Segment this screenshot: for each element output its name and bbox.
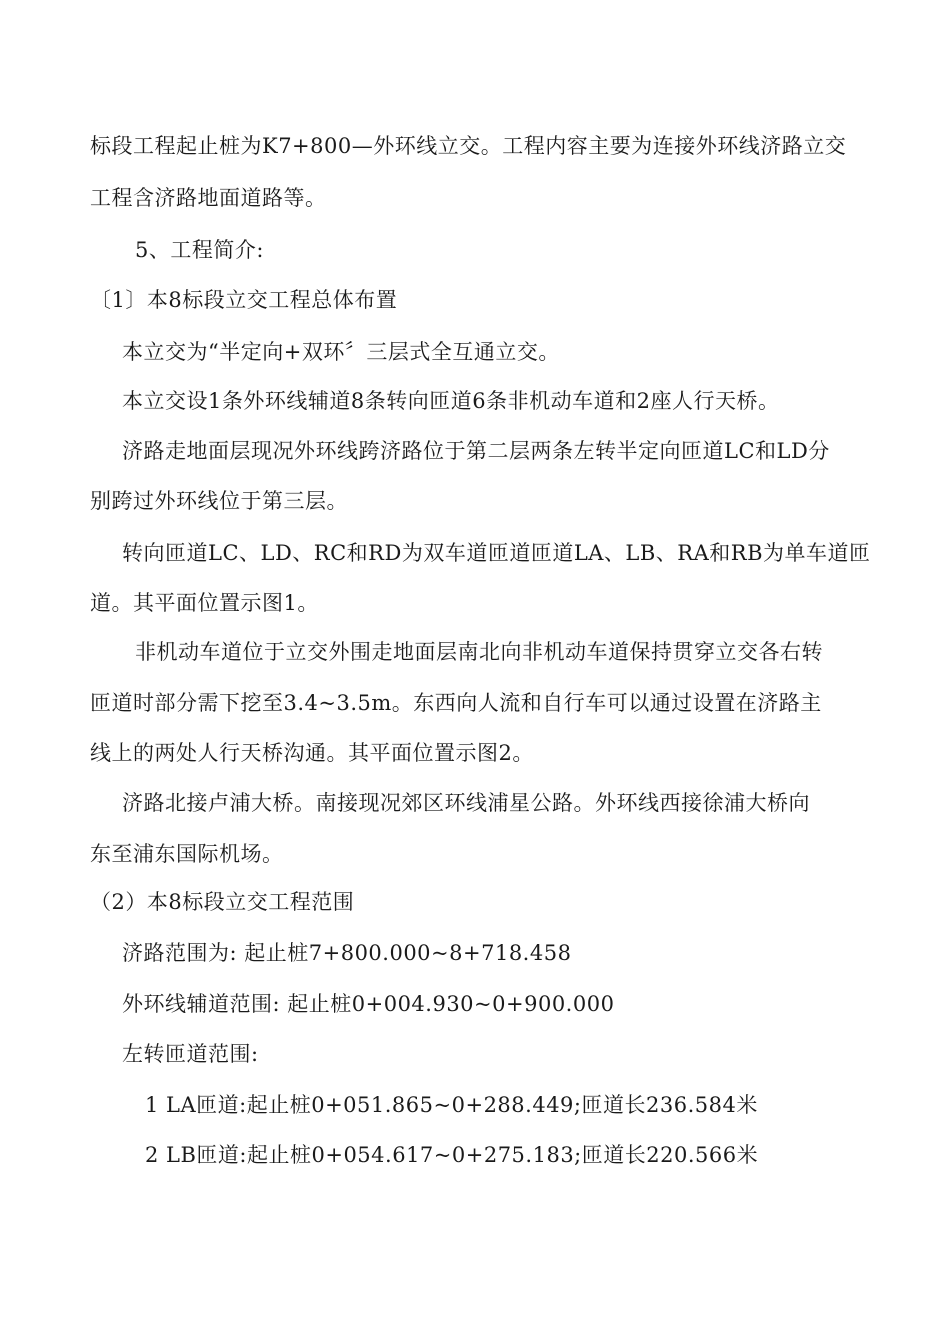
- paragraph-line: 外环线辅道范围: 起止桩0+004.930~0+900.000: [122, 992, 615, 1016]
- paragraph-line: 非机动车道位于立交外围走地面层南北向非机动车道保持贯穿立交各右转: [135, 640, 823, 664]
- subsection-heading: （2）本8标段立交工程范围: [90, 890, 355, 914]
- list-item: 1 LA匝道:起止桩0+051.865~0+288.449;匝道长236.584米: [145, 1093, 758, 1117]
- paragraph-line: 标段工程起止桩为K7+800—外环线立交。工程内容主要为连接外环线济路立交: [90, 134, 847, 158]
- paragraph-line: 济路北接卢浦大桥。南接现况郊区环线浦星公路。外环线西接徐浦大桥向: [122, 791, 810, 815]
- paragraph-line: 本立交设1条外环线辅道8条转向匝道6条非机动车道和2座人行天桥。: [122, 389, 780, 413]
- list-item: 2 LB匝道:起止桩0+054.617~0+275.183;匝道长220.566米: [145, 1143, 759, 1167]
- paragraph-line: 左转匝道范围:: [122, 1042, 259, 1066]
- paragraph-line: 东至浦东国际机场。: [90, 842, 284, 866]
- subsection-heading: 〔1〕本8标段立交工程总体布置: [90, 288, 398, 312]
- paragraph-line: 匝道时部分需下挖至3.4~3.5m。东西向人流和自行车可以通过设置在济路主: [90, 691, 822, 715]
- paragraph-line: 转向匝道LC、LD、RC和RD为双车道匝道匝道LA、LB、RA和RB为单车道匝: [122, 541, 871, 565]
- section-heading: 5、工程简介:: [135, 238, 264, 262]
- paragraph-line: 本立交为“半定向+双环〞三层式全互通立交。: [122, 340, 560, 364]
- paragraph-line: 别跨过外环线位于第三层。: [90, 489, 348, 513]
- paragraph-line: 工程含济路地面道路等。: [90, 186, 327, 210]
- paragraph-line: 济路走地面层现况外环线跨济路位于第二层两条左转半定向匝道LC和LD分: [122, 439, 830, 463]
- paragraph-line: 济路范围为: 起止桩7+800.000~8+718.458: [122, 941, 572, 965]
- paragraph-line: 道。其平面位置示图1。: [90, 591, 319, 615]
- paragraph-line: 线上的两处人行天桥沟通。其平面位置示图2。: [90, 741, 534, 765]
